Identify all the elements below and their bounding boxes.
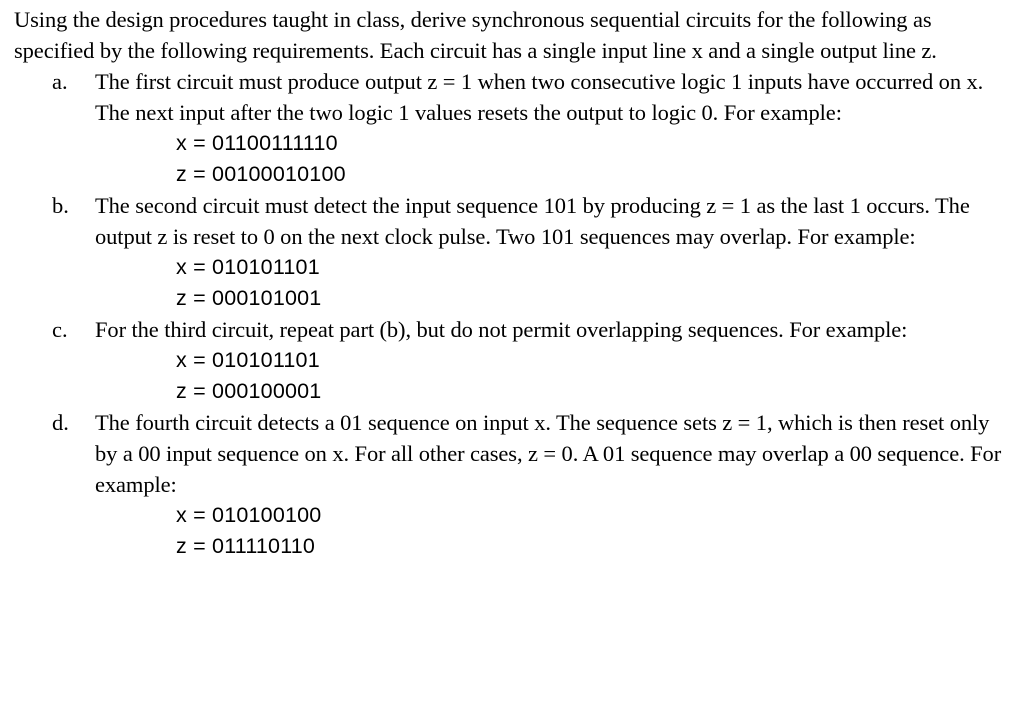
item-d-example-z: z = 011110110 — [176, 534, 316, 558]
intro-paragraph: Using the design procedures taught in class, derive synchronous sequential circuits for the following as specified by the following requirements. Each circuit has a single input line x and a single output line z. — [14, 7, 937, 63]
item-a-text: The first circuit must produce output z = 1 when two consecutive logic 1 inputs have occurred on x. The next input after the two logic 1 values resets the output to logic 0. For example: — [95, 69, 984, 125]
item-b-letter: b. — [52, 193, 69, 218]
item-c-letter: c. — [52, 317, 68, 342]
item-a-letter: a. — [52, 69, 68, 94]
item-c-example-x: x = 010101101 — [176, 348, 320, 372]
item-b-example-z: z = 000101001 — [176, 286, 322, 310]
item-a-example-x: x = 01100111110 — [176, 131, 338, 155]
problem-document — [14, 4, 1014, 562]
item-c-text: For the third circuit, repeat part (b), but do not permit overlapping sequences. For example: — [95, 317, 908, 342]
item-c-example-z: z = 000100001 — [176, 379, 322, 403]
item-d-letter: d. — [52, 410, 69, 435]
item-b-text: The second circuit must detect the input sequence 101 by producing z = 1 as the last 1 occurs. The output z is reset to 0 on the next clock pulse. Two 101 sequences may overlap. For example: — [95, 193, 970, 249]
item-d — [14, 407, 1014, 562]
item-a-example-z: z = 00100010100 — [176, 162, 346, 186]
item-d-example-x: x = 010100100 — [176, 503, 322, 527]
item-b — [14, 190, 1014, 314]
item-d-text: The fourth circuit detects a 01 sequence on input x. The sequence sets z = 1, which is then reset only by a 00 input sequence on x. For all other cases, z = 0. A 01 sequence may overlap a 00 sequence. For example: — [95, 410, 1002, 497]
item-a — [14, 66, 1014, 190]
item-c — [14, 314, 1014, 407]
item-b-example-x: x = 010101101 — [176, 255, 320, 279]
